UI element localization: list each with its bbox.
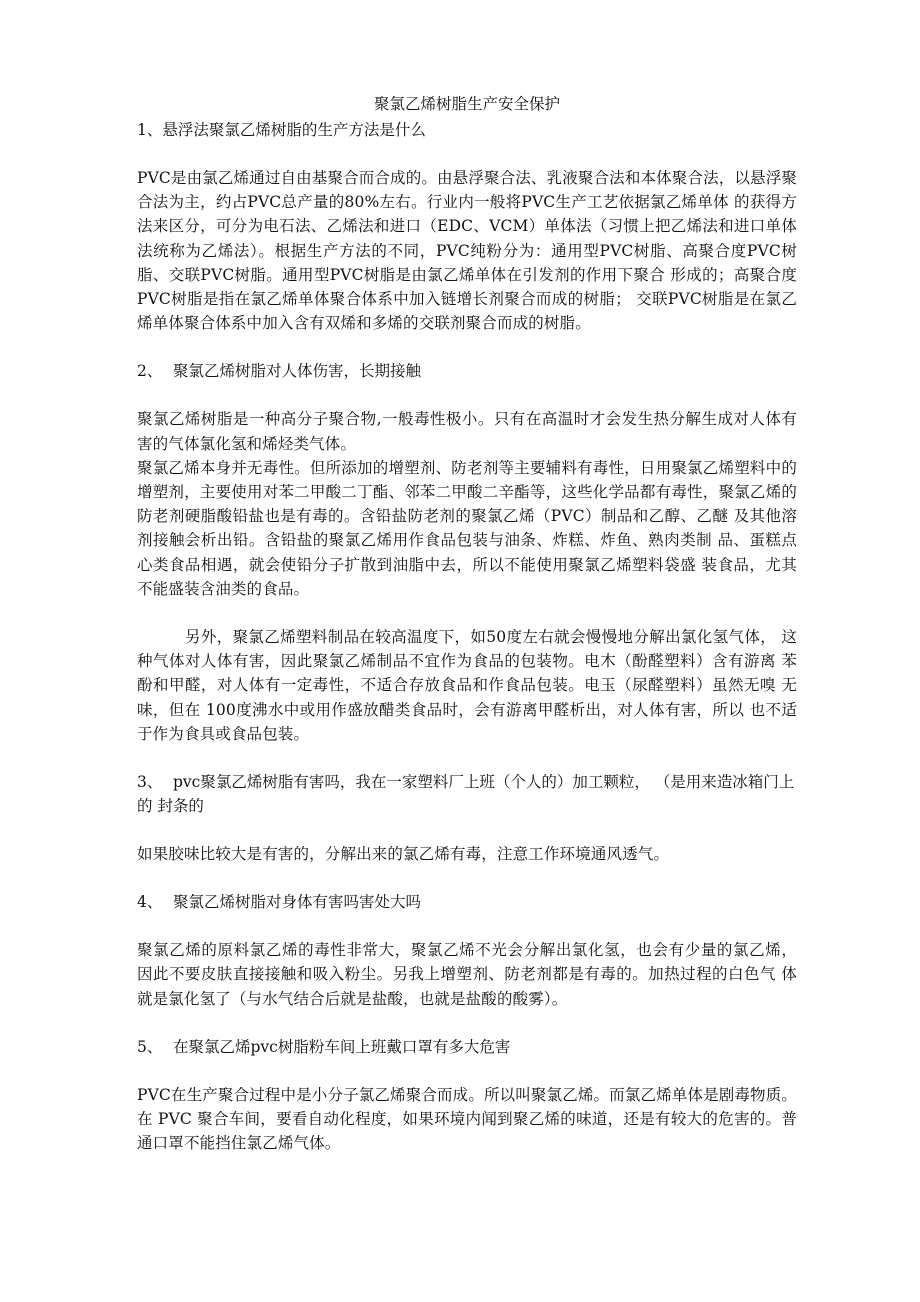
section-number: 5、: [137, 1037, 163, 1056]
section-title: 聚氯乙烯树脂对人体伤害，长期接触: [173, 362, 422, 381]
section-2-paragraph-1: 聚氯乙烯树脂是一种高分子聚合物,一般毒性极小。只有在高温时才会发生热分解生成对人体有害的气体氯化氢和烯烃类气体。: [137, 410, 797, 453]
section-1-paragraph-1: PVC是由氯乙烯通过自由基聚合而合成的。由悬浮聚合法、乳液聚合法和本体聚合法，以悬浮聚合法为主，约占PVC总产量的80%左右。行业内一般将PVC生产工艺依据氯乙烯单体 的获得方法来区分，可分为电石法、乙烯法和进口（EDC、VCM）单体法（习惯上把乙烯法和进口单体法统称为乙烯法）。根据生产方法的不同，PVC纯粉分为：通用型PVC树脂、高聚合度PVC树脂、交联PVC树脂。通用型PVC树脂是由氯乙烯单体在引发剂的作用下聚合 形成的；高聚合度 PVC树脂是指在氯乙烯单体聚合体系中加入链增长剂聚合而成的树脂； 交联PVC树脂是在氯乙烯单体聚合体系中加入含有双烯和多烯的交联剂聚合而成的树脂。: [137, 169, 797, 333]
spacer: [137, 866, 797, 890]
spacer: [137, 383, 797, 407]
section-4-heading: [137, 890, 797, 914]
document-title: 聚氯乙烯树脂生产安全保护: [373, 95, 560, 113]
section-3-paragraph-1: 如果胶味比较大是有害的，分解出来的氯乙烯有毒，注意工作环境通风透气。: [137, 845, 670, 864]
spacer: [137, 1059, 797, 1083]
section-title: pvc聚氯乙烯树脂有害吗，我在一家塑料厂上班（个人的）加工颗粒， （是用来造冰箱门上的 封条的: [137, 773, 795, 816]
section-number: 3、: [137, 773, 163, 792]
spacer: [137, 335, 797, 359]
section-title: 悬浮法聚氯乙烯树脂的生产方法是什么: [162, 121, 426, 139]
section-5-heading: [137, 1035, 797, 1059]
spacer: [137, 1011, 797, 1035]
section-number: 2、: [137, 362, 163, 381]
section-title: 聚氯乙烯树脂对身体有害吗害处大吗: [173, 893, 422, 912]
document-page: [137, 92, 797, 1155]
section-5-paragraph-1: PVC在生产聚合过程中是小分子氯乙烯聚合而成。所以叫聚氯乙烯。而氯乙烯单体是剧毒物质。在 PVC 聚合车间，要看自动化程度，如果环境内闻到聚乙烯的味道，还是有较大的危害的。普通口罩不能挡住氯乙烯气体。: [137, 1085, 797, 1153]
section-2-heading: [137, 359, 797, 383]
spacer: [137, 142, 797, 166]
section-4-paragraph-1: 聚氯乙烯的原料氯乙烯的毒性非常大，聚氯乙烯不光会分解出氯化氢，也会有少量的氯乙烯， 因此不要皮肤直接接触和吸入粉尘。另我上增塑剂、防老剂都是有毒的。加热过程的白色气 体就是氯化氢了（与水气结合后就是盐酸，也就是盐酸的酸雾）。: [137, 941, 797, 1008]
spacer: [137, 914, 797, 938]
section-number: 1、: [137, 121, 163, 139]
section-2-paragraph-3: 另外，聚氯乙烯塑料制品在较高温度下，如50度左右就会慢慢地分解出氯化氢气体， 这种气体对人体有害，因此聚氯乙烯制品不宜作为食品的包装物。电木（酚醛塑料）含有游离 苯酚和甲醛，对人体有一定毒性，不适合存放食品和作食品包装。电玉（尿醛塑料）虽然无嗅 无味，但在 100度沸水中或用作盛放醋类食品时，会有游离甲醛析出，对人体有害，所以 也不适于作为食具或食品包装。: [137, 628, 797, 743]
section-2-paragraph-2: 聚氯乙烯本身并无毒性。但所添加的增塑剂、防老剂等主要辅料有毒性，日用聚氯乙烯塑料中的增塑剂，主要使用对苯二甲酸二丁酯、邻苯二甲酸二辛酯等，这些化学品都有毒性，聚氯乙烯的防老剂硬脂酸铅盐也是有毒的。含铅盐防老剂的聚氯乙烯（PVC）制品和乙醇、乙醚 及其他溶剂接触会析出铅。含铅盐的聚氯乙烯用作食品包装与油条、炸糕、炸鱼、熟肉类制 品、蛋糕点心类食品相遇，就会使铅分子扩散到油脂中去，所以不能使用聚氯乙烯塑料袋盛 装食品，尤其不能盛装含油类的食品。: [137, 458, 797, 598]
section-title: 在聚氯乙烯pvc树脂粉车间上班戴口罩有多大危害: [173, 1037, 511, 1056]
section-3-heading: [137, 770, 797, 818]
section-1-heading: [137, 118, 797, 142]
section-number: 4、: [137, 893, 163, 912]
spacer: [137, 601, 797, 625]
spacer: [137, 818, 797, 842]
spacer: [137, 746, 797, 770]
